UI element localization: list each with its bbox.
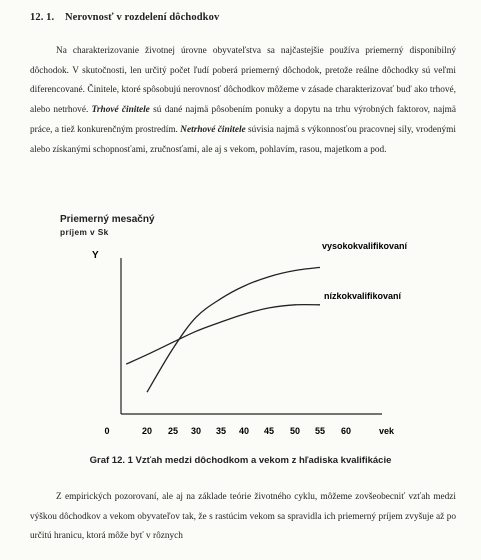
x-tick-35: 35: [215, 426, 227, 436]
x-tick-60: 60: [340, 426, 352, 436]
paragraph-intro-text-1: Na charakterizovanie životnej úrovne obyvateľstva sa najčastejšie používa priemerný disponibilný dôchodok. V skutočnosti, len určitý počet ľudí poberá priemerný dôchodok, pretože reálne dôchodky sú veľmi diferencované. Činitele, ktoré spôsobujú nerovnosť dôchodkov môžeme v zásade charakterizovať buď ako trhové, alebo netrhové.: [30, 46, 456, 116]
x-tick-45: 45: [263, 426, 275, 436]
series-label-low-skilled: nízkokvalifikovaní: [324, 291, 402, 301]
paragraph-intro-text-3: súvisia najmä s výkonnosťou pracovnej sily, vrodenými alebo získanými schopnosťami, zručnosťami, ale aj s vekom, pohlavím, rasou, majetkom a pod.: [30, 124, 456, 155]
x-tick-labels: [104, 426, 395, 436]
paragraph-conclusion: Z empirických pozorovaní, ale aj na základe teórie životného cyklu, môžeme zovšeobecniť vzťah medzi výškou dôchodkov a vekom obyvateľov tak, že s rastúcim vekom sa spravidla ich priemerný príjem zvyšuje až po určitú hranicu, ktorá môže byť v rôznych: [30, 492, 456, 542]
section-number: 12. 1.: [30, 12, 55, 23]
x-tick-0: 0: [104, 426, 110, 436]
series-labels: [322, 241, 408, 301]
series-lines: [126, 267, 320, 392]
section-title: Nerovnosť v rozdelení dôchodkov: [64, 12, 220, 23]
term-nonmarket-factors: Netrhové činitele: [180, 124, 246, 135]
x-tick-20: 20: [141, 426, 153, 436]
series-line-high-skilled: [147, 267, 320, 392]
chart-title-line1: Priemerný mesačný: [60, 214, 155, 225]
term-market-factors: Trhové činitele: [91, 105, 150, 116]
paragraph-intro-text-2: sú dané najmä pôsobením ponuky a dopytu na trhu výrobných faktorov, najmä práce, a tiež konkurenčným prostredím.: [30, 105, 457, 135]
x-tick-50: 50: [289, 426, 301, 436]
x-tick-30: 30: [190, 426, 202, 436]
x-tick-55: 55: [314, 426, 326, 436]
chart-title-line2: príjem v Sk: [60, 227, 109, 237]
x-tick-25: 25: [167, 426, 179, 436]
series-label-high-skilled: vysokokvalifikovaní: [322, 241, 408, 251]
series-line-low-skilled: [126, 305, 320, 365]
x-axis-label: vek: [379, 426, 395, 436]
figure-caption: Graf 12. 1 Vzťah medzi dôchodkom a vekom z hľadiska kvalifikácie: [89, 455, 392, 466]
y-axis-label: Y: [92, 250, 99, 261]
x-tick-40: 40: [238, 426, 250, 436]
